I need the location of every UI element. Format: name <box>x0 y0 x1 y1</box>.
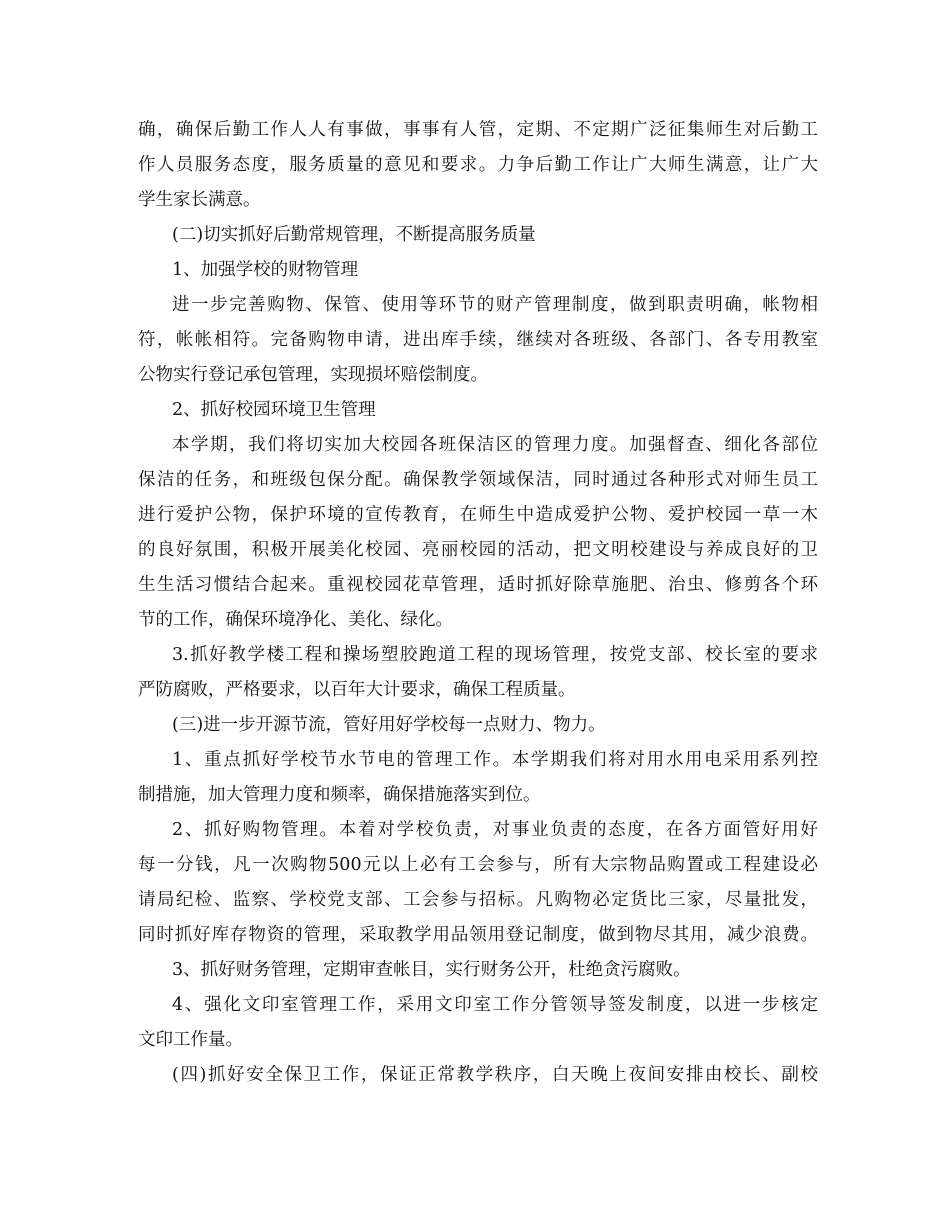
subsection-heading: 1、加强学校的财物管理 <box>172 260 359 280</box>
text-line: 进行爱护公物，保护环境的宣传教育，在师生中造成爱护公物、爱护校园一草一木 <box>138 505 818 525</box>
document-body <box>138 113 818 1093</box>
text-line: 3.抓好教学楼工程和操场塑胶跑道工程的现场管理，按党支部、校长室的要求 <box>172 645 818 665</box>
text-line: 节的工作，确保环境净化、美化、绿化。 <box>138 610 453 630</box>
text-line: 3、抓好财务管理，定期审查帐目，实行财务公开，杜绝贪污腐败。 <box>172 960 691 980</box>
text-line: 每一分钱，凡一次购物500元以上必有工会参与，所有大宗物品购置或工程建设必 <box>138 855 818 875</box>
section-heading: (四)抓好安全保卫工作，保证正常教学秩序，白天晚上夜间安排由校长、副校 <box>172 1065 818 1085</box>
text-line: 进一步完善购物、保管、使用等环节的财产管理制度，做到职责明确，帐物相 <box>172 295 818 315</box>
text-line: 1、重点抓好学校节水节电的管理工作。本学期我们将对用水用电采用系列控 <box>172 750 818 770</box>
text-line: 确，确保后勤工作人人有事做，事事有人管，定期、不定期广泛征集师生对后勤工 <box>138 120 818 140</box>
text-line: 请局纪检、监察、学校党支部、工会参与招标。凡购物必定货比三家，尽量批发， <box>138 890 818 910</box>
text-line: 2、抓好购物管理。本着对学校负责，对事业负责的态度，在各方面管好用好 <box>172 820 818 840</box>
text-line: 同时抓好库存物资的管理，采取教学用品领用登记制度，做到物尽其用，减少浪费。 <box>138 925 818 945</box>
text-line: 4、强化文印室管理工作，采用文印室工作分管领导签发制度，以进一步核定 <box>172 995 818 1015</box>
text-line: 公物实行登记承包管理，实现损坏赔偿制度。 <box>138 365 488 385</box>
text-line: 严防腐败，严格要求，以百年大计要求，确保工程质量。 <box>138 680 576 700</box>
text-line: 本学期，我们将切实加大校园各班保洁区的管理力度。加强督查、细化各部位 <box>172 435 818 455</box>
text-line: 文印工作量。 <box>138 1030 243 1050</box>
text-line: 制措施，加大管理力度和频率，确保措施落实到位。 <box>138 785 541 805</box>
text-line: 作人员服务态度，服务质量的意见和要求。力争后勤工作让广大师生满意，让广大 <box>138 155 818 175</box>
section-heading: (三)进一步开源节流，管好用好学校每一点财力、物力。 <box>172 715 606 735</box>
text-line: 符，帐帐相符。完备购物申请，进出库手续，继续对各班级、各部门、各专用教室 <box>138 330 818 350</box>
section-heading: (二)切实抓好后勤常规管理，不断提高服务质量 <box>172 225 536 245</box>
text-line: 保洁的任务，和班级包保分配。确保教学领域保洁，同时通过各种形式对师生员工 <box>138 470 818 490</box>
text-line: 学生家长满意。 <box>138 190 261 210</box>
text-line: 生生活习惯结合起来。重视校园花草管理，适时抓好除草施肥、治虫、修剪各个环 <box>138 575 818 595</box>
text-line: 的良好氛围，积极开展美化校园、亮丽校园的活动，把文明校建设与养成良好的卫 <box>138 540 818 560</box>
subsection-heading: 2、抓好校园环境卫生管理 <box>172 400 376 420</box>
